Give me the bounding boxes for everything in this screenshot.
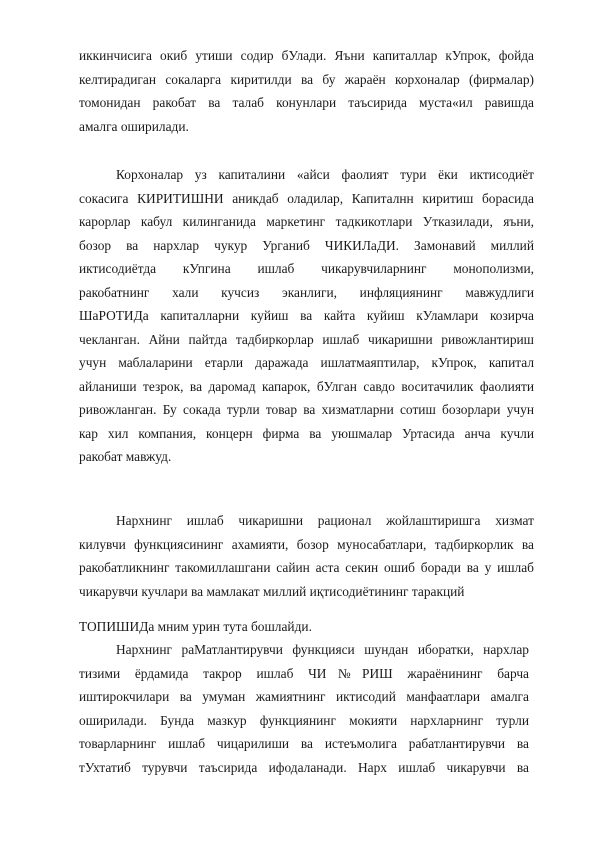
text-line: Нархнинг раМатлантирувчи функцияси шундан иборатки, нархлар	[116, 642, 529, 657]
text-line: келтирадиган сокаларга киритилди ва бу жараён корхоналар (фирмалар)	[79, 71, 534, 87]
text-line: бозор ва нархлар чукур Урганиб ЧИКИЛаДИ. Замонавий миллий	[79, 237, 534, 253]
text-line: ТОПИШИДа мним урин тута бошлайди.	[79, 619, 312, 634]
text-line: ракобат мавжуд.	[79, 449, 172, 464]
paragraph-2	[79, 163, 534, 469]
text-line: иккинчисига окиб утиши содир бУлади. Яъни капиталлар кУпрок, фойда	[79, 48, 534, 63]
text-line: учун маблаларини етарли даражада ишлатмаяптилар, кУпрок, капитал	[79, 355, 534, 370]
text-line: карорлар кабул килинганида маркетинг тадкикотлари Утказилади, яъни,	[79, 214, 534, 229]
paragraph-3	[79, 509, 534, 603]
text-line: айланиши тезрок, ва даромад капарок, бУлган савдо воситачилик фаолияти	[79, 378, 534, 394]
text-line: килувчи функциясининг ахамияти, бозор муносабатлари, тадбиркорлик ва	[79, 536, 534, 552]
paragraph-5	[79, 638, 529, 779]
text-line: чикарувчи кучлари ва мамлакат миллий иқтисодиётининг таракций	[79, 583, 465, 599]
text-line: Корхоналар уз капиталини «айси фаолият тури ёки иктисодиёт	[116, 167, 534, 182]
text-line: ривожланган. Бу сокада турли товар ва хизматларни сотиш бозорлари учун	[79, 402, 534, 417]
text-line: чекланган. Айни пайтда тадбиркорлар ишлаб чикаришни ривожлантириш	[79, 331, 534, 347]
text-line: томонидан ракобат ва талаб конунлари таъсирида муста«ил равишда	[79, 95, 534, 110]
text-line: тУхтатиб турувчи таъсирида ифодаланади. Нарх ишлаб чикарувчи ва	[79, 759, 529, 775]
text-line: иктисодиётда кУпгина ишлаб чикарувчиларнинг монополизми,	[79, 261, 534, 276]
text-line: иштирокчилари ва умуман жамиятнинг иктисодий манфаатлари амалга	[79, 689, 529, 704]
text-line: амалга оширилади.	[79, 118, 189, 134]
text-line: сокасига КИРИТИШНИ аникдаб оладилар, Капиталнн киритиш борасида	[79, 190, 534, 206]
text-line: тизими ёрдамида такрор ишлаб ЧИ№РИШ жараёнининг барча	[79, 665, 529, 681]
text-line: ШаРОТИДа капиталларни куйиш ва кайта куйиш кУламлари козирча	[79, 308, 534, 323]
paragraph-1	[79, 44, 534, 138]
text-line: кар хил компания, концерн фирма ва уюшмалар Уртасида анча кучли	[79, 425, 534, 441]
text-line: оширилади. Бунда мазкур функциянинг мокияти нархларнинг турли	[79, 712, 529, 728]
text-line: ракобатликнинг такомиллашгани сайин аста секин ошиб боради ва у ишлаб	[79, 560, 534, 575]
text-line: товарларнинг ишлаб чицарилиши ва истеъмолига рабатлантирувчи ва	[79, 736, 529, 751]
text-line: ракобатнинг хали кучсиз эканлиги, инфляциянинг мавжудлиги	[79, 284, 534, 300]
paragraph-4	[79, 615, 534, 639]
text-line: Нархнинг ишлаб чикаришни рационал жойлаштиришга хизмат	[116, 513, 534, 528]
